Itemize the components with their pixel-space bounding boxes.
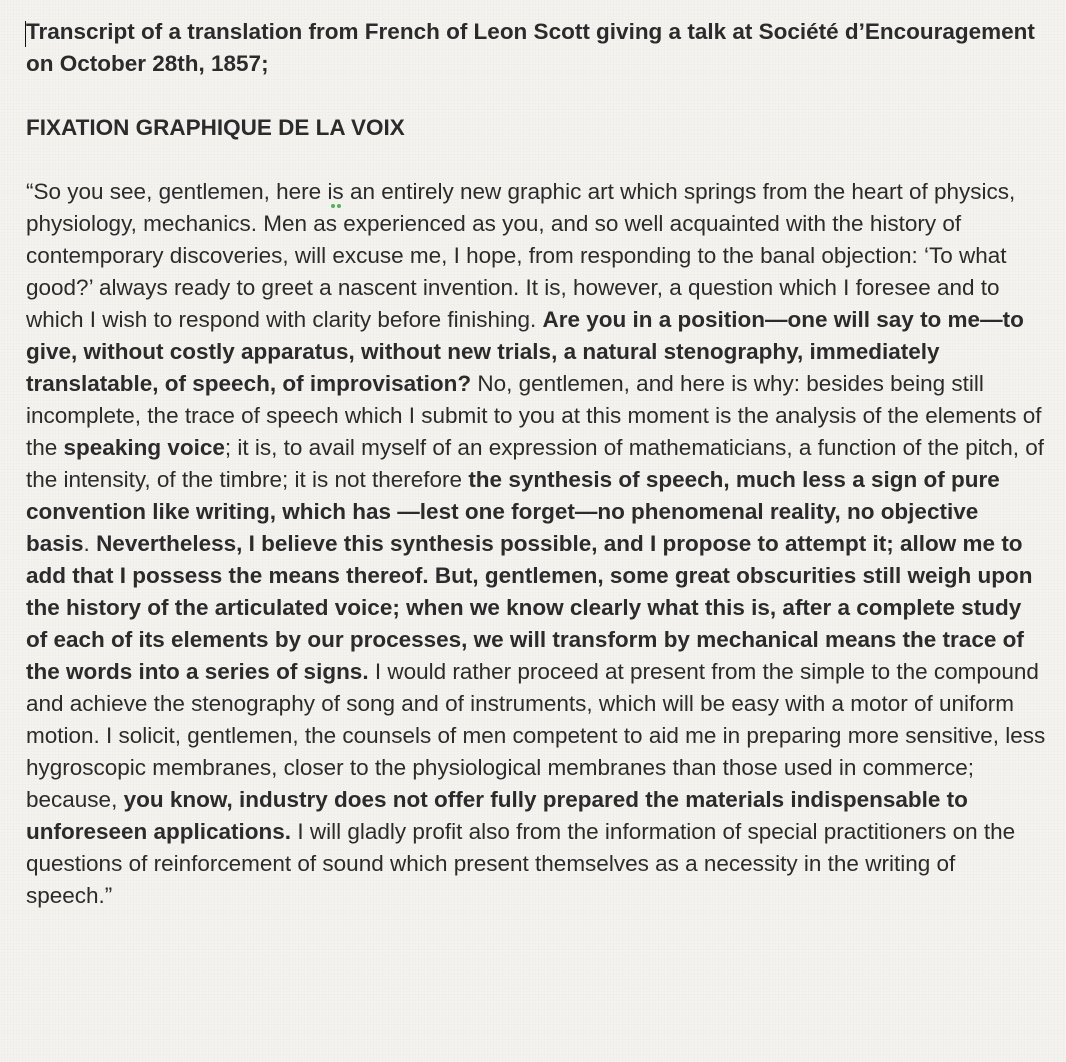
body-text-run: I would rather proceed at present from the simple to the compound and achieve the stenography of song and of instruments, which will be easy with a motor of uniform motion. I solicit, gentlemen, the counsels of men competent to aid me in preparing more sensitive, less hygroscopic membranes, closer to the physiological membranes than those used in commerce; because, (26, 659, 1046, 812)
spellcheck-underline-icon (327, 204, 343, 208)
document-page[interactable] (26, 16, 1046, 912)
text-cursor (25, 21, 26, 47)
body-text-run: “So you see, gentlemen, here (26, 179, 328, 204)
body-paragraph (26, 176, 1046, 912)
bold-text-run: speaking voice (63, 435, 225, 460)
body-text-run: No, gentlemen, and here is why: besides being still incomplete, the trace of speech which I submit to you at this moment is the analysis of the elements of the (26, 371, 1042, 460)
body-text-run: an entirely new graphic art which springs from the heart of physics, physiology, mechanics. Men as experienced as you, and so well acquainted with the history of contemporary discoveries, will excuse me, I hope, from responding to the banal objection: ‘To what good?’ always ready to greet a nascent invention. It is, however, a question which I foresee and to which I wish to respond with clarity before finishing. (26, 179, 1016, 332)
body-text-run: I will gladly profit also from the information of special practitioners on the questions of reinforcement of sound which present themselves as a necessity in the writing of speech.” (26, 819, 1016, 908)
bold-text-run: you know, industry does not offer fully prepared the materials indispensable to unforeseen applications. (26, 787, 968, 844)
bold-text-run: Are you in a position—one will say to me—to give, without costly apparatus, without new trials, a natural stenography, immediately translatable, of speech, of improvisation? (26, 307, 1024, 396)
body-text-run: ; it is, to avail myself of an expression of mathematicians, a function of the pitch, of the intensity, of the timbre; it is not therefore (26, 435, 1045, 492)
bold-text-run: the synthesis of speech, much less a sign of pure convention like writing, which has —lest one forget—no phenomenal reality, no objective basis (26, 467, 1000, 556)
bold-text-run: Nevertheless, I believe this synthesis possible, and I propose to attempt it; allow me to add that I possess the means thereof. But, gentlemen, some great obscurities still weigh upon the history of the articulated voice; when we know clearly what this is, after a complete study of each of its elements by our processes, we will transform by mechanical means the trace of the words into a series of signs. (26, 531, 1033, 684)
spellcheck-flagged-word[interactable] (327, 179, 343, 204)
section-heading: FIXATION GRAPHIQUE DE LA VOIX (26, 115, 405, 140)
document-title (26, 16, 1046, 80)
flagged-word-text: is (327, 179, 344, 204)
document-title-text: Transcript of a translation from French of Leon Scott giving a talk at Société d’Encouragement on October 28th, 1857; (26, 19, 1035, 76)
body-text-run: . (83, 531, 97, 556)
